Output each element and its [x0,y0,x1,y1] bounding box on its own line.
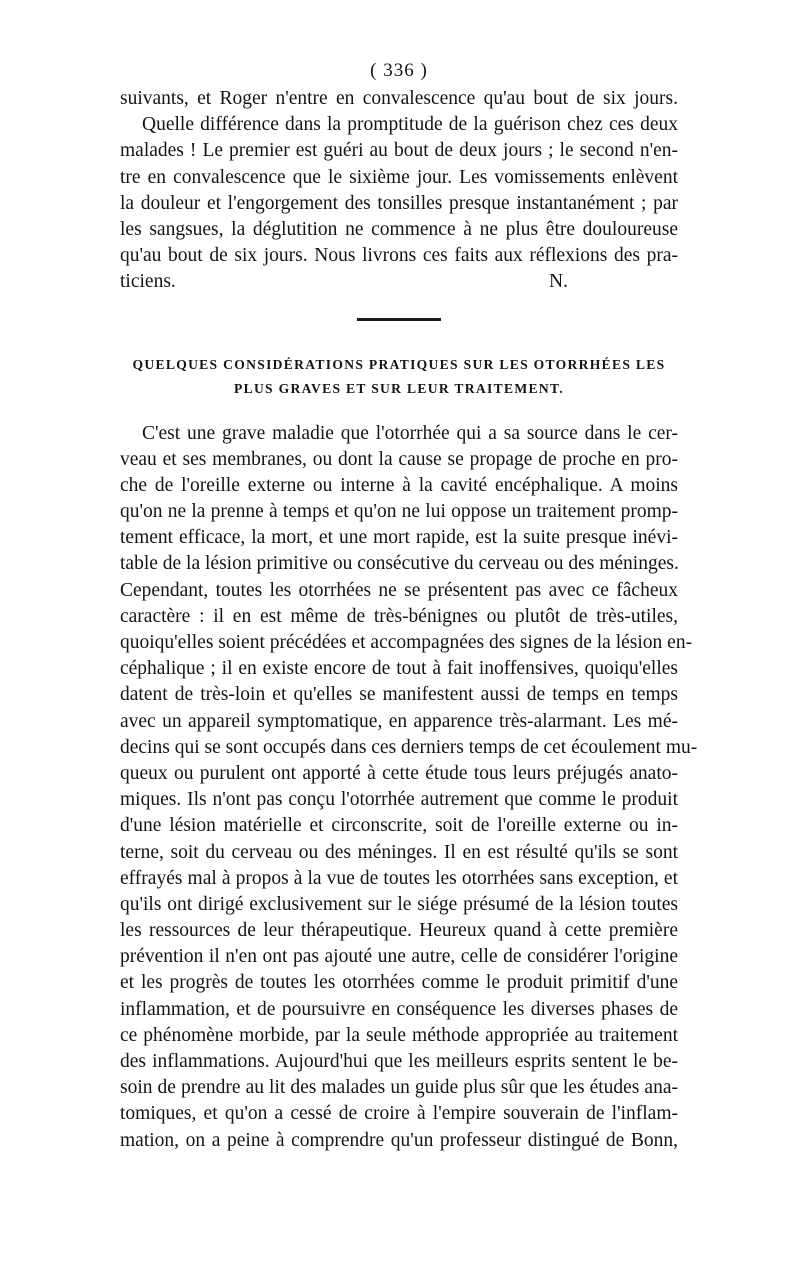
text-line: et les progrès de toutes les otorrhées comme le produit primitif d'une [120,972,678,994]
text-line: che de l'oreille externe ou interne à la cavité encéphalique. A moins [120,474,678,496]
text-line: soin de prendre au lit des malades un guide plus sûr que les études ana- [120,1077,678,1099]
text-line: caractère : il en est même de très-bénignes ou plutôt de très-utiles, [120,605,678,627]
text-line: terne, soit du cerveau ou des méninges. Il en est résulté qu'ils se sont [120,841,678,863]
author-signature: N. [549,271,568,293]
text-line: decins qui se sont occupés dans ces derniers temps de cet écoulement mu- [120,736,698,758]
text-line: tomiques, et qu'on a cessé de croire à l'empire souverain de l'inflam- [120,1103,678,1125]
text-line: d'une lésion matérielle et circonscrite, soit de l'oreille externe ou in- [120,815,678,837]
text-line: C'est une grave maladie que l'otorrhée qui a sa source dans le cer- [142,422,678,444]
text-line: tement efficace, la mort, et une mort rapide, est la suite presque inévi- [120,527,678,549]
text-line: tre en convalescence que le sixième jour. Les vomissements enlèvent [120,166,678,188]
signature-row [120,269,678,295]
article-title-line-2: PLUS GRAVES ET SUR LEUR TRAITEMENT. [233,380,565,396]
text-line: prévention il n'en ont pas ajouté une autre, celle de considérer l'origine [120,946,678,968]
text-line: quoiqu'elles soient précédées et accompagnées des signes de la lésion en- [120,632,693,653]
text-line: effrayés mal à propos à la vue de toutes les otorrhées sans exception, et [120,867,678,889]
text-line: qu'on ne la prenne à temps et qu'on ne lui oppose un traitement promp- [120,501,678,523]
text-line: ce phénomène morbide, par la seule méthode appropriée au traitement [120,1024,678,1046]
section-divider [357,318,441,321]
text-line: la douleur et l'engorgement des tonsilles presque instantanément ; par [120,192,678,214]
text-line: Cependant, toutes les otorrhées ne se présentent pas avec ce fâcheux [120,579,678,601]
text-line: datent de très-loin et qu'elles se manifestent aussi de temps en temps [120,684,678,706]
text-line: qu'au bout de six jours. Nous livrons ces faits aux réflexions des pra- [120,245,678,267]
book-page [120,58,698,1154]
text-line: mation, on a peine à comprendre qu'un professeur distingué de Bonn, [120,1129,678,1151]
text-line: veau et ses membranes, ou dont la cause se propage de proche en pro- [120,448,678,470]
text-line: qu'ils ont dirigé exclusivement sur le siége présumé de la lésion toutes [120,893,678,915]
continuation-paragraph [120,86,678,296]
text-line: inflammation, et de poursuivre en conséquence les diverses phases de [120,998,678,1020]
article-title [120,353,678,401]
text-line: avec un appareil symptomatique, en apparence très-alarmant. Les mé- [120,710,678,732]
text-line: table de la lésion primitive ou consécutive du cerveau ou des méninges. [120,553,679,575]
page-number: ( 336 ) [370,60,428,81]
text-line: miques. Ils n'ont pas conçu l'otorrhée autrement que comme le produit [120,789,678,811]
text-line: les sangsues, la déglutition ne commence à ne plus être douloureuse [120,218,678,240]
text-line: queux ou purulent ont apporté à cette étude tous leurs préjugés anato- [120,762,678,784]
text-line: les ressources de leur thérapeutique. Heureux quand à cette première [120,920,678,942]
article-title-line-1: QUELQUES CONSIDÉRATIONS PRATIQUES SUR LES OTORRHÉES LES [132,356,666,372]
article-body [120,421,698,1154]
text-line: malades ! Le premier est guéri au bout de deux jours ; le second n'en- [120,140,678,162]
text-line: des inflammations. Aujourd'hui que les meilleurs esprits sentent le be- [120,1051,678,1072]
text-line: ticiens. [120,271,176,293]
text-line: suivants, et Roger n'entre en convalescence qu'au bout de six jours. [120,88,678,109]
text-line: céphalique ; il en existe encore de tout à fait inoffensives, quoiqu'elles [120,658,678,680]
text-line: Quelle différence dans la promptitude de la guérison chez ces deux [142,114,678,136]
